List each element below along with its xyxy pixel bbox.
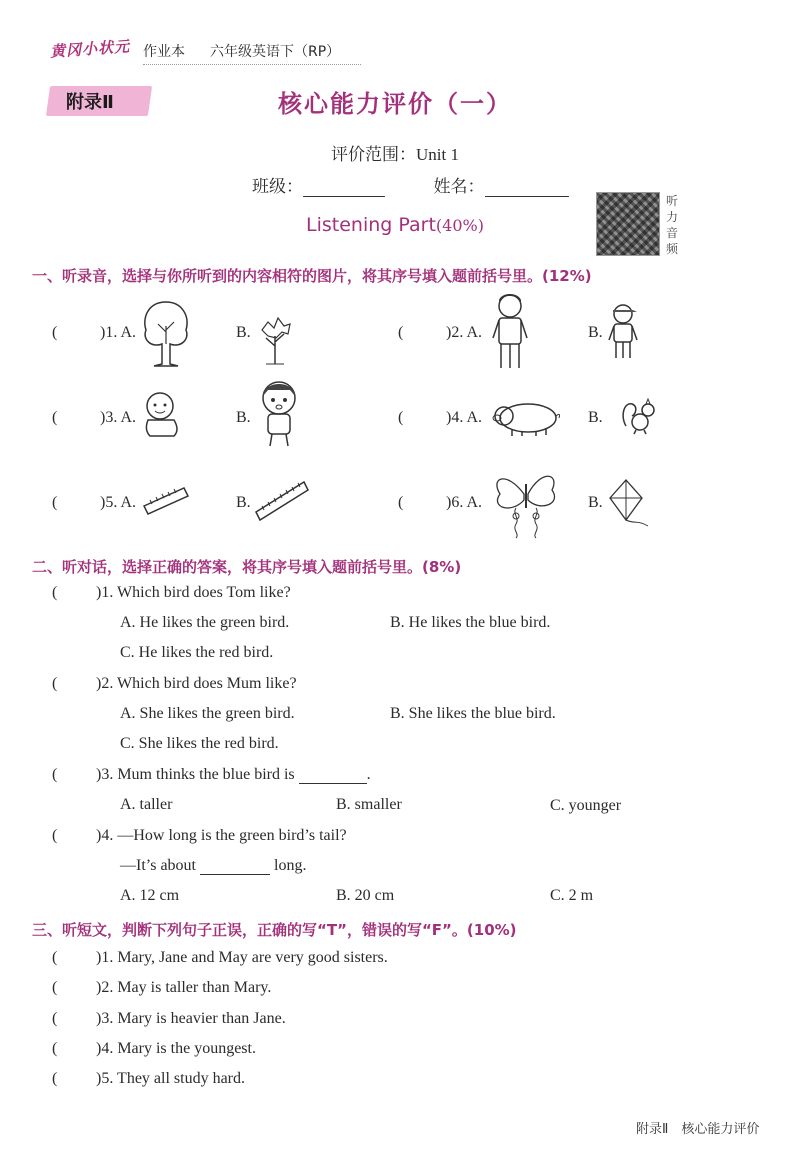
s2-q4-end: long. bbox=[274, 857, 307, 874]
s1-item6-b: B. bbox=[588, 494, 603, 511]
s1-item3-b: B. bbox=[236, 409, 251, 426]
s3-item2: )2. May is taller than Mary. bbox=[96, 979, 272, 996]
answer-paren[interactable]: ( bbox=[52, 409, 58, 426]
appendix-badge: 附录Ⅱ bbox=[66, 92, 114, 113]
baby-icon bbox=[140, 390, 184, 440]
listening-label: Listening Part bbox=[306, 214, 436, 236]
tall-boy-icon bbox=[490, 292, 530, 372]
s2-q3 bbox=[96, 766, 371, 784]
s2-q2-a: A. She likes the green bird. bbox=[120, 705, 295, 722]
s2-q4-b: B. 20 cm bbox=[336, 887, 395, 904]
s2-q2-b: B. She likes the blue bird. bbox=[390, 705, 556, 722]
s2-q2-c: C. She likes the red bird. bbox=[120, 735, 279, 752]
class-blank[interactable] bbox=[303, 196, 385, 197]
answer-paren[interactable]: ( bbox=[52, 979, 58, 996]
answer-paren[interactable]: ( bbox=[52, 675, 58, 692]
s2-q2: )2. Which bird does Mum like? bbox=[96, 675, 297, 692]
s2-q4-c: C. 2 m bbox=[550, 887, 594, 904]
s2-q3-a: A. taller bbox=[120, 796, 173, 813]
answer-paren[interactable]: ( bbox=[52, 324, 58, 341]
section3-title: 三、听短文，判断下列句子正误，正确的写“T”，错误的写“F”。(10%) bbox=[32, 921, 517, 939]
s2-q4-text2: —It’s about bbox=[120, 857, 196, 874]
answer-paren[interactable]: ( bbox=[52, 1070, 58, 1087]
listening-percent: (40%) bbox=[435, 216, 484, 235]
section2-title: 二、听对话，选择正确的答案，将其序号填入题前括号里。(8%) bbox=[32, 558, 462, 576]
answer-paren[interactable]: ( bbox=[398, 494, 404, 511]
s2-q3-b: B. smaller bbox=[336, 796, 402, 813]
class-label: 班级： bbox=[252, 177, 303, 196]
s1-item2-num: )2. A. bbox=[446, 324, 482, 341]
big-tree-icon bbox=[140, 296, 192, 368]
book-label: 作业本 bbox=[143, 44, 185, 60]
section1-title: 一、听录音，选择与你所听到的内容相符的图片，将其序号填入题前括号里。(12%) bbox=[32, 267, 592, 285]
s1-item6-num: )6. A. bbox=[446, 494, 482, 511]
name-label: 姓名： bbox=[433, 177, 485, 196]
s1-item5-num: )5. A. bbox=[100, 494, 136, 511]
long-ruler-icon bbox=[254, 476, 310, 524]
s1-item4-b: B. bbox=[588, 409, 603, 426]
short-ruler-icon bbox=[142, 484, 190, 516]
small-tree-icon bbox=[254, 312, 296, 368]
s3-item5: )5. They all study hard. bbox=[96, 1070, 246, 1087]
s1-item4-num: )4. A. bbox=[446, 409, 482, 426]
s2-q4-blank[interactable] bbox=[200, 858, 270, 875]
listening-part-heading bbox=[0, 214, 790, 236]
class-name-line bbox=[252, 172, 569, 197]
course-label: 六年级英语下（RP） bbox=[210, 44, 341, 60]
s2-q4-line2 bbox=[120, 857, 306, 875]
name-blank[interactable] bbox=[485, 196, 569, 197]
s1-item1-num: )1. A. bbox=[100, 324, 136, 341]
s2-q1-a: A. He likes the green bird. bbox=[120, 614, 290, 631]
page-footer: 附录Ⅱ 核心能力评价 bbox=[636, 1122, 760, 1137]
s3-item4: )4. Mary is the youngest. bbox=[96, 1040, 256, 1057]
s2-q1: )1. Which bird does Tom like? bbox=[96, 584, 291, 601]
butterfly-kite-icon bbox=[486, 464, 566, 540]
s2-q3-blank[interactable] bbox=[299, 767, 367, 784]
s2-q1-b: B. He likes the blue bird. bbox=[390, 614, 551, 631]
s2-q3-end: . bbox=[366, 766, 371, 783]
s1-item1-b: B. bbox=[236, 324, 251, 341]
squirrel-icon bbox=[618, 396, 658, 436]
answer-paren[interactable]: ( bbox=[52, 949, 58, 966]
answer-paren[interactable]: ( bbox=[52, 584, 58, 601]
s3-item1: )1. Mary, Jane and May are very good sisters. bbox=[96, 949, 388, 966]
qr-label: 听力音频 bbox=[666, 194, 679, 256]
short-boy-icon bbox=[606, 300, 640, 364]
s2-q3-c: C. younger bbox=[550, 797, 622, 814]
brand-logo: 黄冈小状元 bbox=[49, 37, 131, 61]
evaluation-range: 评价范围：Unit 1 bbox=[331, 145, 459, 164]
answer-paren[interactable]: ( bbox=[52, 766, 58, 783]
s1-item3-num: )3. A. bbox=[100, 409, 136, 426]
s3-item3: )3. Mary is heavier than Jane. bbox=[96, 1010, 286, 1027]
header-divider bbox=[143, 64, 361, 65]
answer-paren[interactable]: ( bbox=[398, 409, 404, 426]
answer-paren[interactable]: ( bbox=[52, 1040, 58, 1057]
page-title: 核心能力评价（一） bbox=[278, 90, 512, 118]
s2-q1-c: C. He likes the red bird. bbox=[120, 644, 274, 661]
pig-icon bbox=[488, 398, 562, 438]
answer-paren[interactable]: ( bbox=[52, 494, 58, 511]
s1-item5-b: B. bbox=[236, 494, 251, 511]
s2-q4-a: A. 12 cm bbox=[120, 887, 180, 904]
small-kite-icon bbox=[606, 476, 652, 530]
s2-q3-text: )3. Mum thinks the blue bird is bbox=[96, 766, 295, 783]
answer-paren[interactable]: ( bbox=[398, 324, 404, 341]
answer-paren[interactable]: ( bbox=[52, 827, 58, 844]
girl-icon bbox=[254, 378, 304, 450]
answer-paren[interactable]: ( bbox=[52, 1010, 58, 1027]
s1-item2-b: B. bbox=[588, 324, 603, 341]
s2-q4: )4. —How long is the green bird’s tail? bbox=[96, 827, 347, 844]
